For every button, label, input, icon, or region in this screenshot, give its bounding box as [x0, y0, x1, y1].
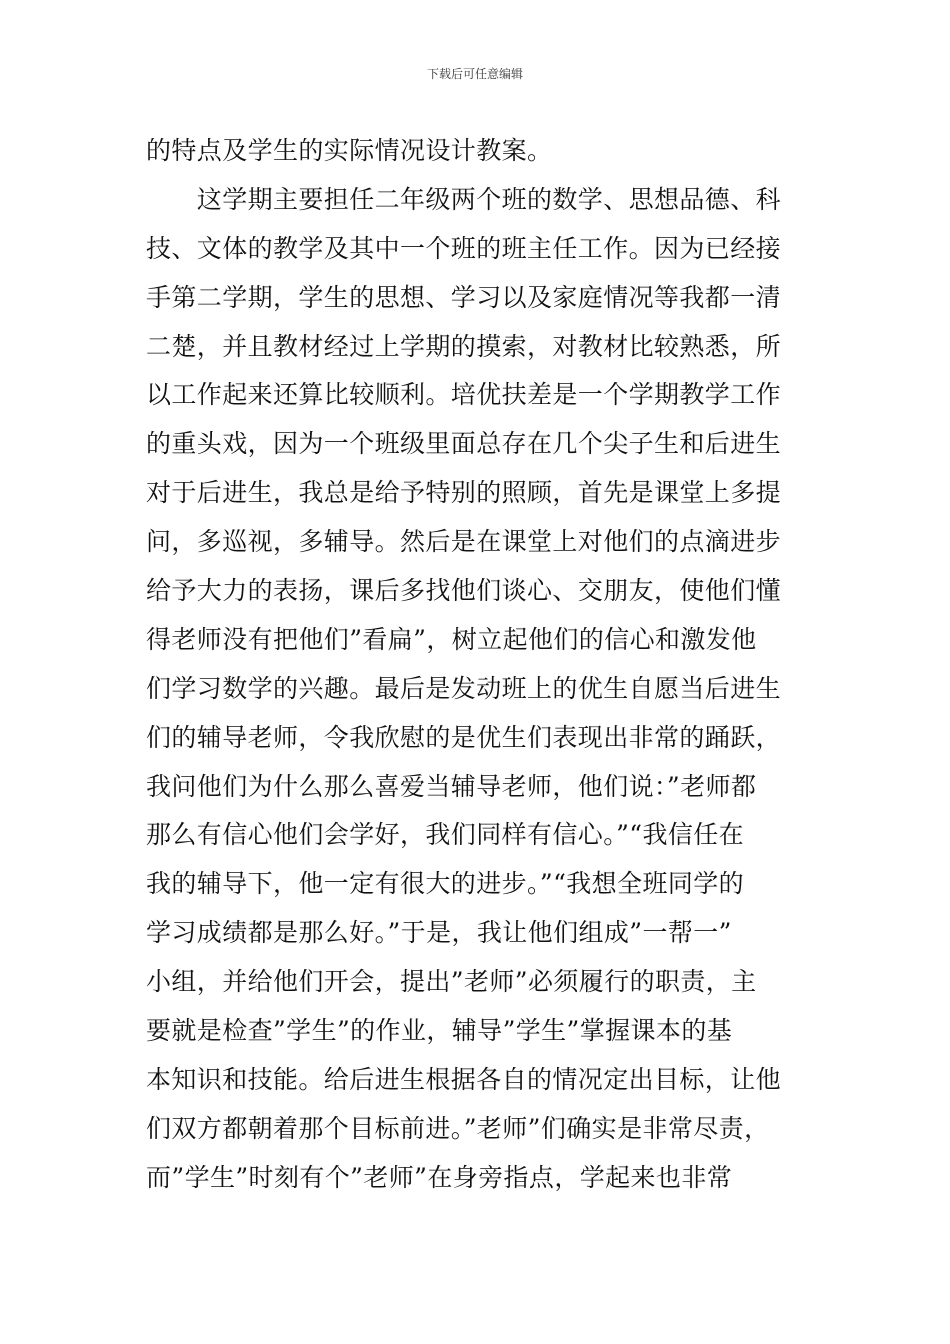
text-line-20: 本知识和技能。给后进生根据各自的情况定出目标，让他	[146, 1064, 782, 1094]
body-text	[146, 127, 836, 1203]
text-line-10: 给予大力的表扬，课后多找他们谈心、交朋友，使他们懂	[146, 576, 782, 606]
text-line-8: 对于后进生，我总是给予特别的照顾，首先是课堂上多提	[146, 478, 782, 508]
text-line-22: 而”学生”时刻有个”老师”在身旁指点，学起来也非常	[146, 1162, 733, 1192]
text-line-14: 我问他们为什么那么喜爱当辅导老师，他们说：”老师都	[146, 771, 757, 801]
text-line-3: 技、文体的教学及其中一个班的班主任工作。因为已经接	[146, 233, 782, 263]
text-line-11: 得老师没有把他们”看扁”，树立起他们的信心和激发他	[146, 624, 757, 654]
text-line-19: 要就是检查”学生”的作业，辅导”学生”掌握课本的基	[146, 1016, 733, 1046]
text-line-2: 这学期主要担任二年级两个班的数学、思想品德、科	[146, 184, 782, 214]
text-line-21: 们双方都朝着那个目标前进。”老师”们确实是非常尽责，	[146, 1113, 770, 1143]
text-line-15: 那么有信心他们会学好，我们同样有信心。”“我信任在	[146, 820, 745, 850]
text-line-9: 问，多巡视，多辅导。然后是在课堂上对他们的点滴进步	[146, 527, 782, 557]
text-line-12: 们学习数学的兴趣。最后是发动班上的优生自愿当后进生	[146, 673, 782, 703]
text-line-4: 手第二学期，学生的思想、学习以及家庭情况等我都一清	[146, 282, 782, 312]
page-header: 下载后可任意编辑	[426, 67, 523, 81]
text-line-16: 我的辅导下，他一定有很大的进步。”“我想全班同学的	[146, 869, 745, 899]
text-line-1: 的特点及学生的实际情况设计教案。	[146, 136, 553, 165]
text-line-17: 学习成绩都是那么好。”于是，我让他们组成”一帮一”	[146, 918, 732, 948]
text-line-7: 的重头戏，因为一个班级里面总存在几个尖子生和后进生	[146, 429, 782, 459]
text-line-6: 以工作起来还算比较顺利。培优扶差是一个学期教学工作	[146, 380, 782, 410]
text-line-13: 们的辅导老师，令我欣慰的是优生们表现出非常的踊跃，	[146, 722, 782, 752]
text-line-18: 小组，并给他们开会，提出”老师”必须履行的职责，主	[146, 967, 757, 997]
text-line-5: 二楚，并且教材经过上学期的摸索，对教材比较熟悉，所	[146, 331, 782, 361]
